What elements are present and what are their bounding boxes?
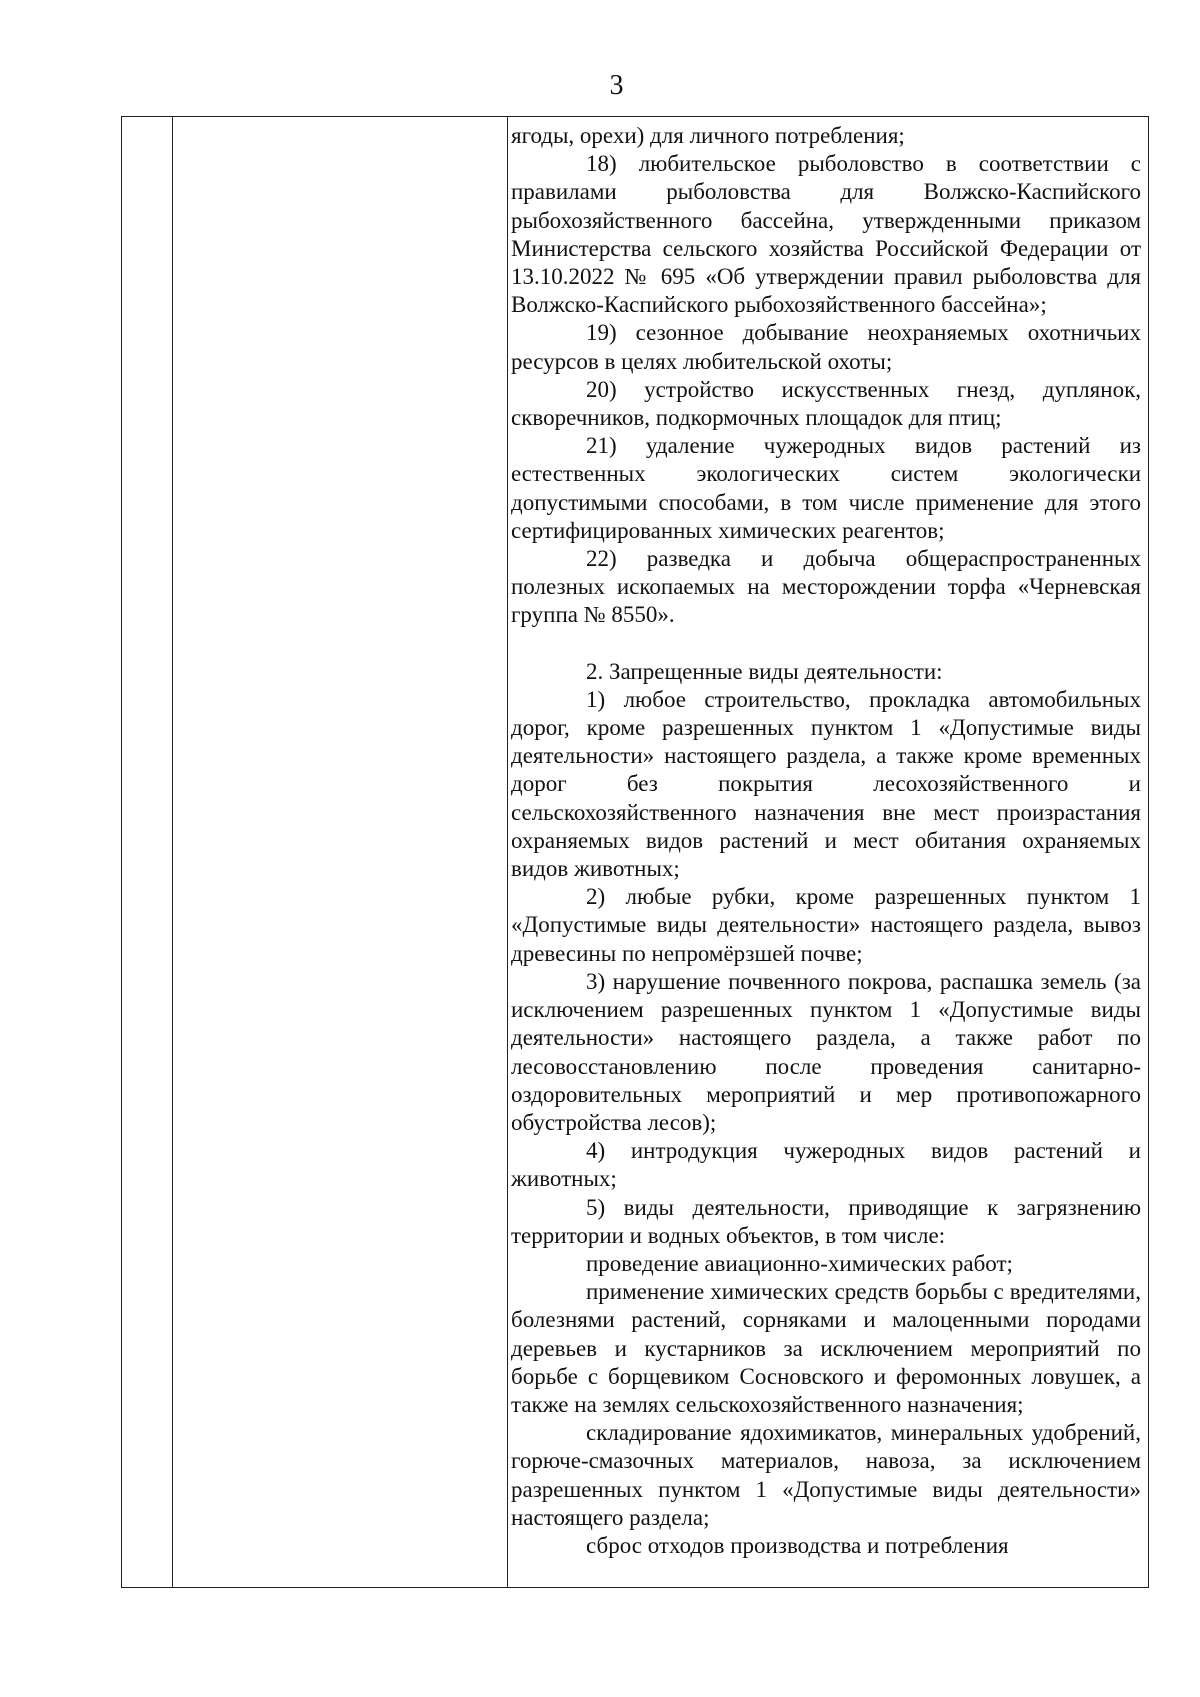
paragraph: 22) разведка и добыча общераспространенных полезных ископаемых на месторождении торфа «Черневская группа № 8550». [511, 546, 1141, 628]
table-cell-regime-text [511, 122, 1141, 1587]
paragraph: 20) устройство искусственных гнезд, дуплянок, скворечников, подкормочных площадок для птиц; [511, 376, 1141, 431]
paragraph: 5) виды деятельности, приводящие к загрязнению территории и водных объектов, в том числе: [511, 1194, 1141, 1248]
paragraph: 19) сезонное добывание неохраняемых охотничьих ресурсов в целях любительской охоты; [511, 320, 1141, 374]
paragraph: 3) нарушение почвенного покрова, распашка земель (за исключением разрешенных пунктом 1 «Допустимые виды деятельности» настоящего раздела, а также работ по лесовосстановлению после проведения санитарно-оздоровительных мероприятий и мер противопожарного обустройства лесов); [511, 968, 1141, 1135]
paragraph: складирование ядохимикатов, минеральных удобрений, горюче-смазочных материалов, навоза, за исключением разрешенных пунктом 1 «Допустимые виды деятельности» настоящего раздела; [511, 1420, 1141, 1530]
paragraph: 1) любое строительство, прокладка автомобильных дорог, кроме разрешенных пунктом 1 «Допустимые виды деятельности» настоящего раздела, а также кроме временных дорог без покрытия лесохозяйственного и сельскохозяйственного назначения вне мест произрастания охраняемых видов растений и мест обитания охраняемых видов животных; [511, 686, 1141, 882]
paragraph: 21) удаление чужеродных видов растений из естественных экологических систем экологически допустимыми способами, в том числе применение для этого сертифицированных химических реагентов; [511, 433, 1141, 543]
page-number: 3 [609, 70, 624, 101]
table-cell-number [122, 117, 172, 1587]
paragraph: применение химических средств борьбы с вредителями, болезнями растений, сорняками и малоценными породами деревьев и кустарников за исключением мероприятий по борьбе с борщевиком Сосновского и феромонных ловушек, а также на землях сельскохозяйственного назначения; [511, 1279, 1141, 1417]
paragraph: 2. Запрещенные виды деятельности: [586, 658, 943, 684]
column-divider [507, 117, 508, 1587]
table-cell-name [174, 117, 507, 1587]
paragraph: ягоды, орехи) для личного потребления; [511, 123, 905, 148]
paragraph: сброс отходов производства и потребления [586, 1532, 1009, 1558]
paragraph: проведение авиационно-химических работ; [586, 1250, 1013, 1276]
paragraph: 4) интродукция чужеродных видов растений и животных; [511, 1138, 1141, 1192]
column-divider [172, 117, 173, 1587]
paragraph: 2) любые рубки, кроме разрешенных пунктом 1 «Допустимые виды деятельности» настоящего раздела, вывоз древесины по непромёрзшей почве; [511, 884, 1141, 966]
paragraph: 18) любительское рыболовство в соответствии с правилами рыболовства для Волжско-Каспийского рыбохозяйственного бассейна, утвержденными приказом Министерства сельского хозяйства Российской Федерации от 13.10.2022 № 695 «Об утверждении правил рыболовства для Волжско-Каспийского рыбохозяйственного бассейна»; [511, 151, 1141, 318]
document-table [121, 116, 1149, 1588]
paragraph-spacer [511, 630, 1141, 658]
